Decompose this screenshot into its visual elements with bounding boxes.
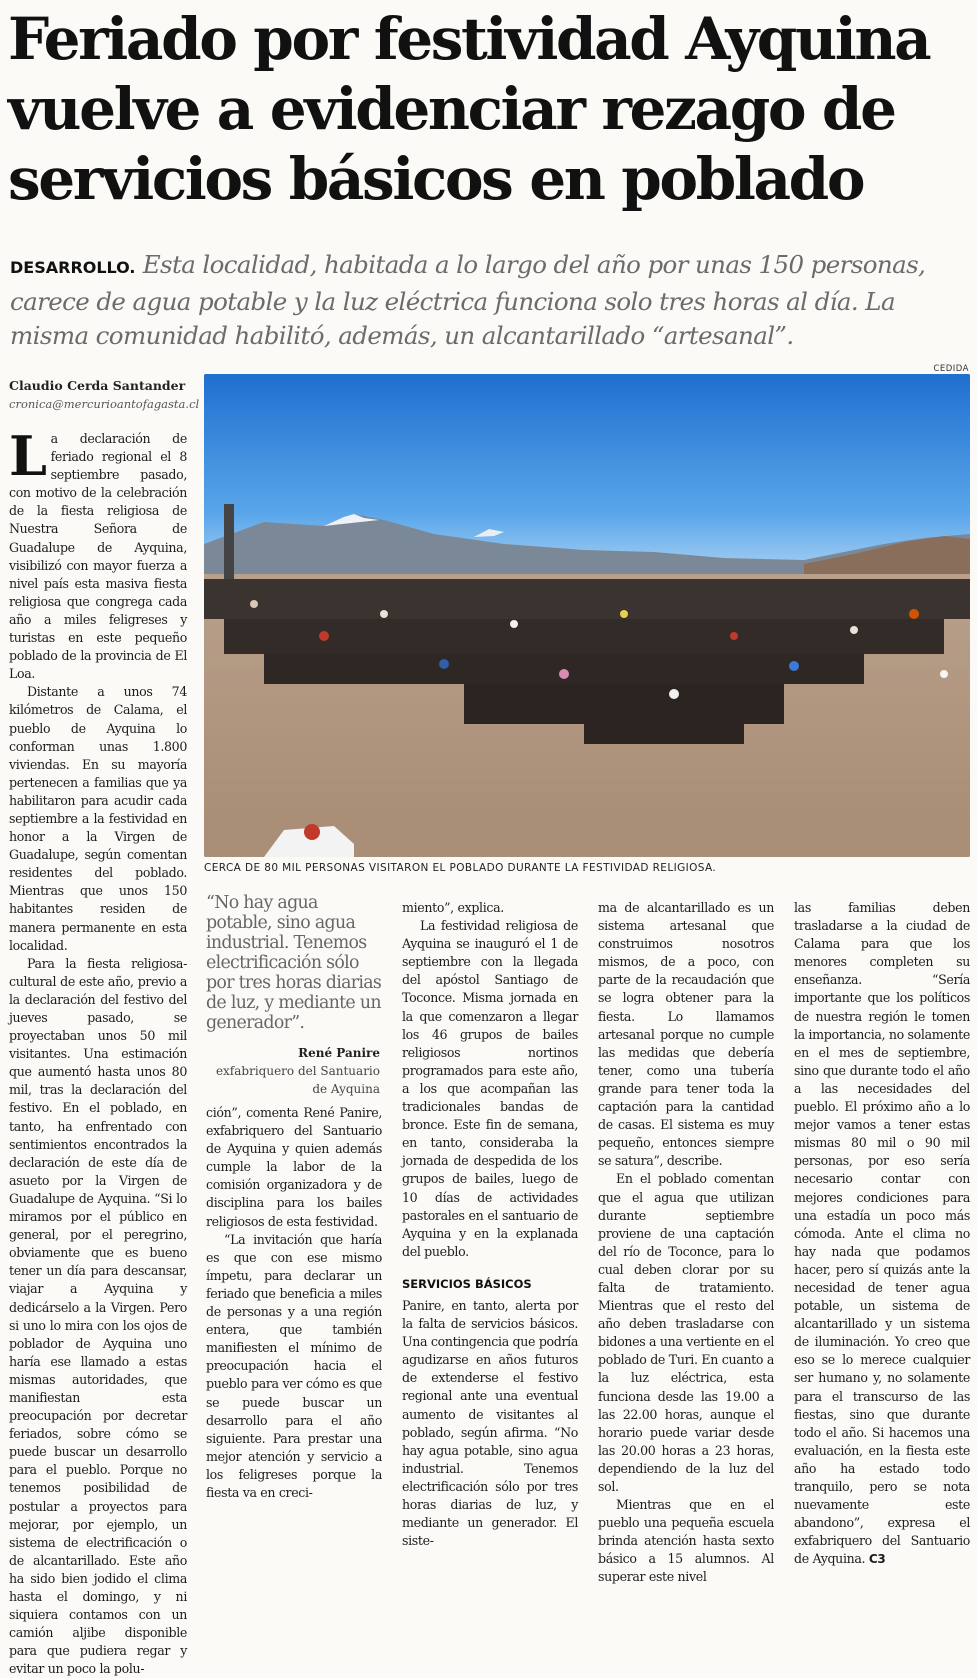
body-column-1 bbox=[9, 424, 187, 1678]
crowd-photo bbox=[204, 374, 970, 857]
paragraph: Panire, en tanto, alerta por la falta de servicios básicos. Una contingencia que podría agudizarse en años futuros de extenderse el festivo regional ante una eventual aumento de visitantes al poblado, según afirma. “No hay agua potable, sino agua industrial. Tenemos electrificación sólo por tres horas diarias de luz, y mediante un generador. El siste- bbox=[402, 1297, 578, 1549]
body-column-5 bbox=[794, 899, 970, 1568]
paragraph: miento”, explica. bbox=[402, 900, 504, 915]
headline bbox=[8, 4, 968, 214]
dropcap: L bbox=[9, 424, 47, 488]
headline-line-1: Feriado por festividad Ayquina bbox=[8, 5, 930, 73]
body-column-3 bbox=[402, 899, 578, 1550]
paragraph-text: las familias deben trasladarse a la ciudad de Calama para que los menores completen su enseñanza. “Sería importante que los políticos de nuestra región le tomen la importancia, no solamente en el mes de septiembre, sino que durante todo el año a las necesidades del pueblo. El próximo año a lo mejor vamos a tener estas mismas 80 mil o 90 mil personas, por eso sería necesario contar con mejores condiciones para una estadía un poco más cómoda. Ante el clima no hay nada que podamos hacer, pero sí quizás ante la necesidad de tener agua potable, un sistema de alcantarillado y un sistema de iluminación. Yo creo que eso se lo merece cualquier ser humano y, no solamente para el transcurso de las fiestas, sino que durante todo el año. Si hacemos una evaluación, en la fiesta este año ha estado todo tranquilo, pero se nota nuevamente este abandono”, expresa el exfabriquero del Santuario de Ayquina. bbox=[794, 900, 970, 1567]
deck-text: Esta localidad, habitada a lo largo del año por unas 150 personas, carece de agua potable y la luz eléctrica funciona solo tres horas al día. La misma comunidad habilitó, además, un alcantarillado “artesanal”. bbox=[10, 250, 926, 350]
body-column-2 bbox=[206, 1104, 382, 1502]
paragraph bbox=[9, 424, 187, 683]
crowd-photo-icon bbox=[204, 374, 970, 857]
author-email: cronica@mercurioantofagasta.cl bbox=[9, 397, 200, 411]
paragraph-text: a declaración de feriado regional el 8 septiembre pasado, con motivo de la celebración de la fiesta religiosa de Nuestra Señora de Guadalupe de Ayquina, visibilizó con mayor fuerza a nivel país esta masiva fiesta religiosa que congrega cada año a miles feligreses y turistas en este pequeño poblado de la provincia de El Loa. bbox=[9, 431, 187, 682]
deck bbox=[10, 248, 960, 353]
paragraph: Para la fiesta religiosa-cultural de este año, previo a la declaración del festivo del jueves pasado, se proyectaban unos 50 mil visitantes. Una estimación que aumentó hasta unos 80 mil, tras la declaración del festivo. En el poblado, en tanto, ha enfrentado con sentimientos encontrados la declaración de este día de asueto por la Virgen de Guadalupe de Ayquina. “Si lo miramos por el público en general, por el peregrino, obviamente que es bueno tener un día para descansar, viajar a Ayquina y dedicárselo a la Virgen. Pero si uno lo mira con los ojos de poblador de Ayquina uno haría ese llamado a estas mismas autoridades, que manifiestan esta preocupación por decretar feriados, sobre cómo se puede buscar un desarrollo para el pueblo. Porque no tenemos posibilidad de postular a proyectos para mejorar, por ejemplo, un sistema de electrificación o de alcantarillado. Este año ha sido bien jodido el clima hasta el domingo, y ni siquiera contamos con un camión aljibe disponible para que pudiera regar y evitar un poco la polu- bbox=[9, 955, 187, 1677]
end-mark-icon: C3 bbox=[868, 1552, 886, 1567]
photo-caption: CERCA DE 80 MIL PERSONAS VISITARON EL POBLADO DURANTE LA FESTIVIDAD RELIGIOSA. bbox=[204, 862, 717, 874]
subhead-servicios-basicos: SERVICIOS BÁSICOS bbox=[402, 1276, 532, 1291]
paragraph: ción”, comenta René Panire, exfabriquero del Santuario de Ayquina y quien además cumple la labor de la comisión organizadora y de disciplina para los bailes religiosos de esta festividad. bbox=[206, 1105, 382, 1229]
pull-quote-name: René Panire bbox=[298, 1046, 380, 1060]
headline-line-3: servicios básicos en poblado bbox=[8, 145, 864, 213]
paragraph: Mientras que en el pueblo una pequeña escuela brinda atención hasta sexto básico a 15 alumnos. Al superar este nivel bbox=[598, 1497, 774, 1585]
paragraph: Distante a unos 74 kilómetros de Calama, el pueblo de Ayquina lo conforman unas 1.800 viviendas. En su mayoría pertenecen a familias que ya habilitaron para acudir cada septiembre a la festividad en honor a la Virgen de Guadalupe, según comentan residentes del poblado. Mientras que unos 150 habitantes residen de manera permanente en esta localidad. bbox=[9, 684, 187, 953]
paragraph: “La invitación que haría es que con ese mismo ímpetu, para declarar un feriado que beneficia a miles de personas y a una región entera, que también manifiesten el mínimo de preocupación hacia el pueblo para ver cómo es que se puede buscar un desarrollo para el año siguiente. Para prestar una mejor atención y servicio a los feligreses porque la fiesta va en creci- bbox=[206, 1231, 382, 1500]
pull-quote-role: exfabriquero del Santuario de Ayquina bbox=[215, 1064, 380, 1096]
kicker: DESARROLLO. bbox=[10, 258, 136, 277]
photo-credit: CEDIDA bbox=[933, 364, 969, 374]
pull-quote: “No hay agua potable, sino agua industrial. Tenemos electrificación sólo por tres horas diarias de luz, y mediante un generador”. bbox=[206, 893, 382, 1033]
paragraph bbox=[794, 899, 970, 1568]
headline-line-2: vuelve a evidenciar rezago de bbox=[8, 75, 895, 143]
body-column-4 bbox=[598, 899, 774, 1587]
author-byline: Claudio Cerda Santander bbox=[9, 378, 186, 393]
paragraph: En el poblado comentan que el agua que utilizan durante septiembre proviene de una captación del río de Toconce, para lo cual deben clorar por su falta de tratamiento. Mientras que el resto del año deben trasladarse con bidones a una vertiente en el poblado de Turi. En cuanto a la luz eléctrica, esta funciona desde las 19.00 a las 22.00 horas, aunque el horario puede variar desde las 20.00 horas a 23 horas, dependiendo de la luz del sol. bbox=[598, 1171, 774, 1494]
paragraph: ma de alcantarillado es un sistema artesanal que construimos nosotros mismos, de a poco, con parte de la recaudación que se logra obtener para la fiesta. Lo llamamos artesanal porque no cumple las medidas que debería tener, como una tubería grande para tener toda la captación para la cantidad de casas. El sistema es muy pequeño, entonces siempre se satura”, describe. bbox=[598, 900, 774, 1169]
paragraph: La festividad religiosa de Ayquina se inauguró el 1 de septiembre con la llegada del apóstol Santiago de Toconce. Misma jornada en la que comenzaron a llegar los 46 grupos de bailes religiosos nortinos programados para este año, a los que acompañan las tradicionales bandas de bronce. Este fin de semana, en tanto, consideraba la jornada de despedida de los grupos de bailes, luego de 10 días de actividades pastorales en el santuario de Ayquina y en la explanada del pueblo. bbox=[402, 918, 578, 1259]
